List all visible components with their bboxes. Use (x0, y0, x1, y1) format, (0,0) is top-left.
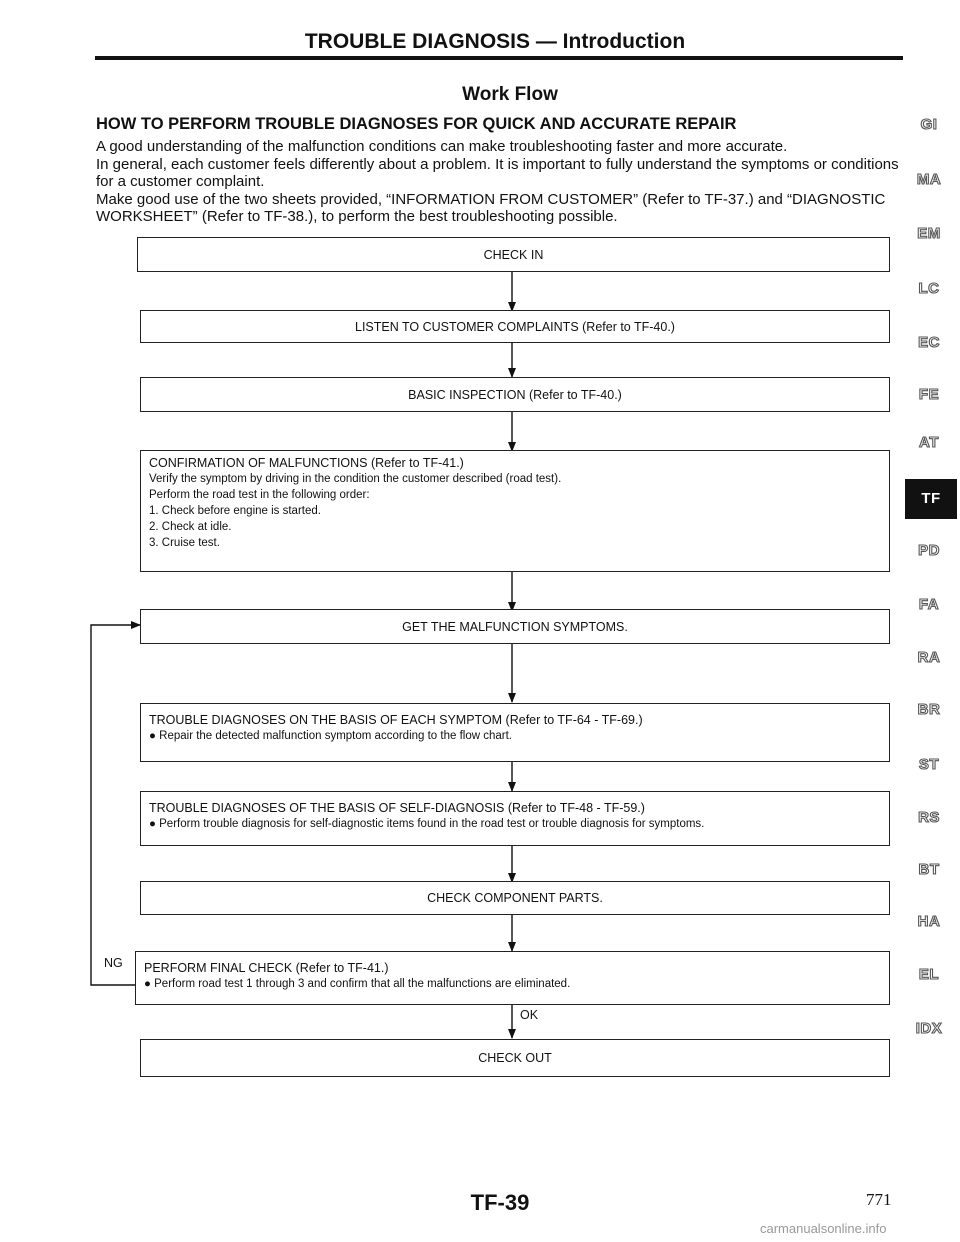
flow-box-check-out (140, 1039, 890, 1077)
side-tab-at[interactable]: AT (919, 434, 939, 451)
flow-box-title: PERFORM FINAL CHECK (Refer to TF-41.) (144, 961, 389, 975)
intro-paragraph: In general, each customer feels differently about a problem. It is important to fully understand the symptoms or conditions for a customer complaint. (96, 155, 899, 190)
intro-paragraph: Make good use of the two sheets provided, “INFORMATION FROM CUSTOMER” (Refer to TF-37.) and “DIAGNOSTIC WORKSHEET” (Refer to TF-38.), to perform the best troubleshooting possible. (96, 190, 886, 225)
flow-box-basic-inspection (140, 377, 890, 412)
footer-watermark: carmanualsonline.info (760, 1221, 887, 1236)
side-tab-em[interactable]: EM (917, 225, 941, 242)
side-tab-ec[interactable]: EC (918, 334, 940, 351)
flow-box-title: TROUBLE DIAGNOSES OF THE BASIS OF SELF-DIAGNOSIS (Refer to TF-48 - TF-59.) (149, 801, 645, 815)
flow-box-label: LISTEN TO CUSTOMER COMPLAINTS (Refer to TF-40.) (355, 319, 675, 334)
side-tab-gi[interactable]: GI (920, 116, 938, 133)
side-tab-br[interactable]: BR (917, 701, 941, 718)
flow-box-final-check (135, 951, 890, 1005)
flow-box-self-diagnosis (140, 791, 890, 846)
side-tab-pd[interactable]: PD (918, 542, 940, 559)
flow-box-component (140, 881, 890, 915)
side-tab-ra[interactable]: RA (917, 649, 941, 666)
page-header-title: TROUBLE DIAGNOSIS — Introduction (304, 30, 686, 53)
flow-box-check-in (137, 237, 890, 272)
intro-paragraph: A good understanding of the malfunction conditions can make troubleshooting faster and more accurate. (96, 138, 788, 155)
side-tab-ma[interactable]: MA (916, 171, 942, 188)
ng-loop-line (91, 625, 140, 985)
flow-box-title: CONFIRMATION OF MALFUNCTIONS (Refer to TF-41.) (149, 456, 464, 470)
side-tab-ha[interactable]: HA (917, 913, 941, 930)
flow-box-confirmation (140, 450, 890, 572)
flow-box-line: Verify the symptom by driving in the condition the customer described (road test). (149, 473, 562, 485)
flow-box-label: CHECK COMPONENT PARTS. (427, 891, 603, 905)
side-tab-bt[interactable]: BT (918, 861, 940, 878)
flow-box-bullet: ● Repair the detected malfunction symptom according to the flow chart. (149, 730, 512, 742)
flow-box-symptom-diagnosis (140, 703, 890, 762)
flow-box-title: TROUBLE DIAGNOSES ON THE BASIS OF EACH SYMPTOM (Refer to TF-64 - TF-69.) (149, 713, 643, 727)
flow-box-label: BASIC INSPECTION (Refer to TF-40.) (408, 387, 622, 402)
side-tab-tf[interactable]: TF (905, 479, 957, 519)
side-tab-lc[interactable]: LC (918, 280, 940, 297)
flow-box-label: CHECK IN (483, 247, 544, 262)
procedure-heading: HOW TO PERFORM TROUBLE DIAGNOSES FOR QUICK AND ACCURATE REPAIR (96, 115, 737, 133)
ok-label: OK (520, 1008, 539, 1022)
flow-box-listen (140, 310, 890, 343)
side-tab-fe[interactable]: FE (918, 386, 940, 403)
ng-label: NG (104, 956, 123, 970)
flow-box-label: GET THE MALFUNCTION SYMPTOMS. (402, 619, 628, 634)
page-index: 771 (866, 1190, 892, 1209)
flow-box-label: CHECK OUT (478, 1051, 552, 1065)
page-number: TF-39 (470, 1190, 530, 1215)
flow-box-line: 3. Cruise test. (149, 537, 220, 549)
side-tab-idx[interactable]: IDX (915, 1020, 943, 1037)
flow-box-line: Perform the road test in the following order: (149, 489, 370, 501)
section-title: Work Flow (462, 84, 558, 105)
side-tab-rs[interactable]: RS (918, 809, 940, 826)
flow-box-line: 2. Check at idle. (149, 521, 232, 533)
flow-box-bullet: ● Perform trouble diagnosis for self-diagnostic items found in the road test or trouble diagnosis for symptoms. (149, 818, 705, 830)
side-tab-fa[interactable]: FA (918, 596, 940, 613)
flow-box-get-symptoms (140, 609, 890, 644)
side-tab-st[interactable]: ST (918, 756, 940, 773)
flow-box-line: 1. Check before engine is started. (149, 505, 321, 517)
side-tab-el[interactable]: EL (918, 966, 940, 983)
flow-box-bullet: ● Perform road test 1 through 3 and confirm that all the malfunctions are eliminated. (144, 978, 571, 990)
